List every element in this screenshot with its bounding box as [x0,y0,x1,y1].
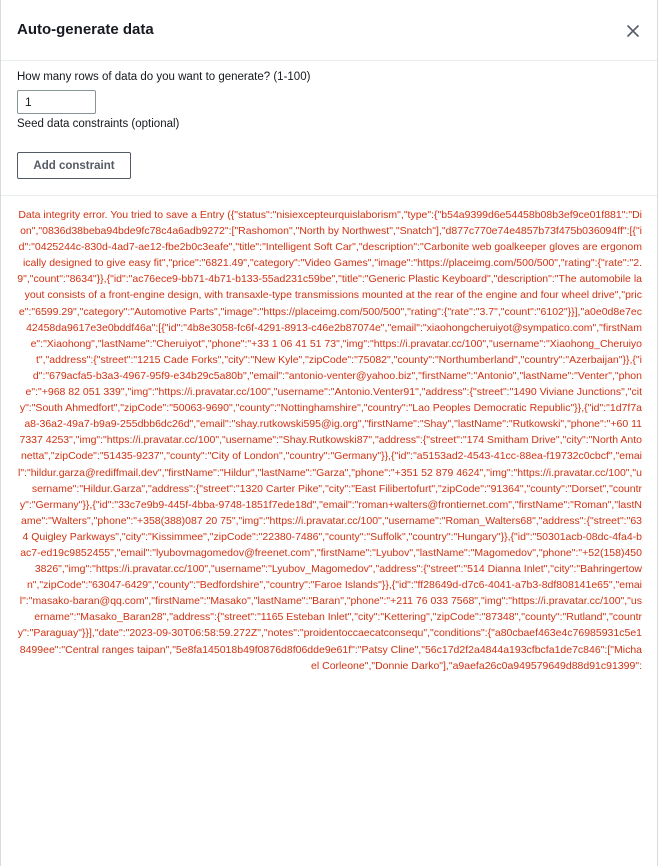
rows-count-label: How many rows of data do you want to generate? (1-100) [17,71,311,83]
add-constraint-button[interactable]: Add constraint [17,152,131,179]
rows-count-input[interactable] [17,90,96,114]
seed-constraints-label: Seed data constraints (optional) [17,118,180,130]
close-icon[interactable] [624,22,642,40]
modal-title: Auto-generate data [17,21,154,38]
error-message: Data integrity error. You tried to save a Entry ({"status":"nisiexcepteurquislaborism","type":{"b54a9399d6e54458b08b3ef9ce01f881":"Dion","0836d38beba94bde9fc78c4a6adb9272":["Rashomon","North by Northwest","Snatch"],"d877c770e74e4857b73f475b036094ff":[{"id":"0425244c-830d-4ad7-ae12-fbe2b0c3eafe","title":"Intelligent Soft Car","description":"Carbonite web goalkeeper gloves are ergonomically designed to give easy fit","price":"6821.49","category":"Video Games","image":"https://placeimg.com/500/500","rating":{"rate":"2.9","count":"8634"}},{"id":"ac76ece9-bb71-4b71-b133-55ad231c59be","title":"Generic Plastic Keyboard","description":"The automobile layout consists of a front-engine design, with transaxle-type transmissions mounted at the rear of the engine and four wheel drive","price":"6599.29","category":"Automotive Parts","image":"https://placeimg.com/500/500","rating":{"rate":"3.7","count":"6102"}}],"a0e0d8e7ec42458da9617e3e0bddf46a":[{"id":"4b8e3058-fc6f-4291-8913-c46e2b87074e","email":"xiaohongcheruiyot@sympatico.com","firstName":"Xiaohong","lastName":"Cheruiyot","phone":"+33 1 06 41 51 73","img":"https://i.pravatar.cc/100","username":"Xiaohong_Cheruiyot","address":{"street":"1215 Cade Forks","city":"New Kyle","zipCode":"75082","county":"Northumberland","country":"Azerbaijan"}},{"id":"679acfa5-b3a3-4967-95f9-e34b29c5a80b","email":"antonio-venter@yahoo.biz","firstName":"Antonio","lastName":"Venter","phone":"+968 82 051 339","img":"https://i.pravatar.cc/100","username":"Antonio.Venter91","address":{"street":"1490 Viviane Junctions","city":"South Ahmedfort","zipCode":"50063-9690","county":"Nottinghamshire","country":"Lao Peoples Democratic Republic"}},{"id":"1d7f7aa8-36a2-49a7-b9a9-255dbb6dc26d","email":"shay.rutkowski595@ig.org","firstName":"Shay","lastName":"Rutkowski","phone":"+60 11 7337 4253","img":"https://i.pravatar.cc/100","username":"Shay.Rutkowski87","address":{"street":"174 Smitham Drive","city":"North Antonetta","zipCode":"51435-9237","county":"City of London","country":"Germany"}},{"id":"a5153ad2-4543-41cc-88ea-f19732c0cbcf","email":"hildur.garza@rediffmail.dev","firstName":"Hildur","lastName":"Garza","phone":"+351 52 879 4624","img":"https://i.pravatar.cc/100","username":"Hildur.Garza","address":{"street":"1320 Carter Pike","city":"East Filibertofurt","zipCode":"91364","county":"Dorset","country":"Germany"}},{"id":"33c7e9b9-445f-4bba-9748-1851f7ede18d","email":"roman+walters@frontiernet.com","firstName":"Roman","lastName":"Walters","phone":"+358(388)087 20 75","img":"https://i.pravatar.cc/100","username":"Roman_Walters68","address":{"street":"634 Quigley Parkways","city":"Kissimmee","zipCode":"22380-7486","county":"Suffolk","country":"Hungary"}},{"id":"50301acb-08dc-4fa4-bac7-ed19c9852455","email":"lyubovmagomedov@freenet.com","firstName":"Lyubov","lastName":"Magomedov","phone":"+52(158)450 3826","img":"https://i.pravatar.cc/100","username":"Lyubov_Magomedov","address":{"street":"514 Dianna Inlet","city":"Bahringertown","zipCode":"63047-6429","county":"Bedfordshire","country":"Faroe Islands"}},{"id":"ff28649d-d7c6-4041-a7b3-8df808141e65","email":"masako-baran@qq.com","firstName":"Masako","lastName":"Baran","phone":"+211 76 033 7568","img":"https://i.pravatar.cc/100","username":"Masako_Baran28","address":{"street":"1165 Esteban Inlet","city":"Kettering","zipCode":"87348","county":"Rutland","country":"Paraguay"}}],"date":"2023-09-30T06:58:59.272Z","notes":"proidentoccaecatconsequ","conditions":{"a80cbaef463e4c76985931c5e18499ee":"Central ranges taipan","5e8fa145018b49f0876d8f06dde9e61f":"Patsy Cline","56c17d2f2a4844a193cfbcfa1de7c846":["Michael Corleone","Donnie Darko"],"a9aefa26c0a949579649d88d91c91399": [17,209,642,672]
close-icon-glyph [624,22,642,40]
modal-form [1,61,657,196]
modal-header [1,0,657,61]
